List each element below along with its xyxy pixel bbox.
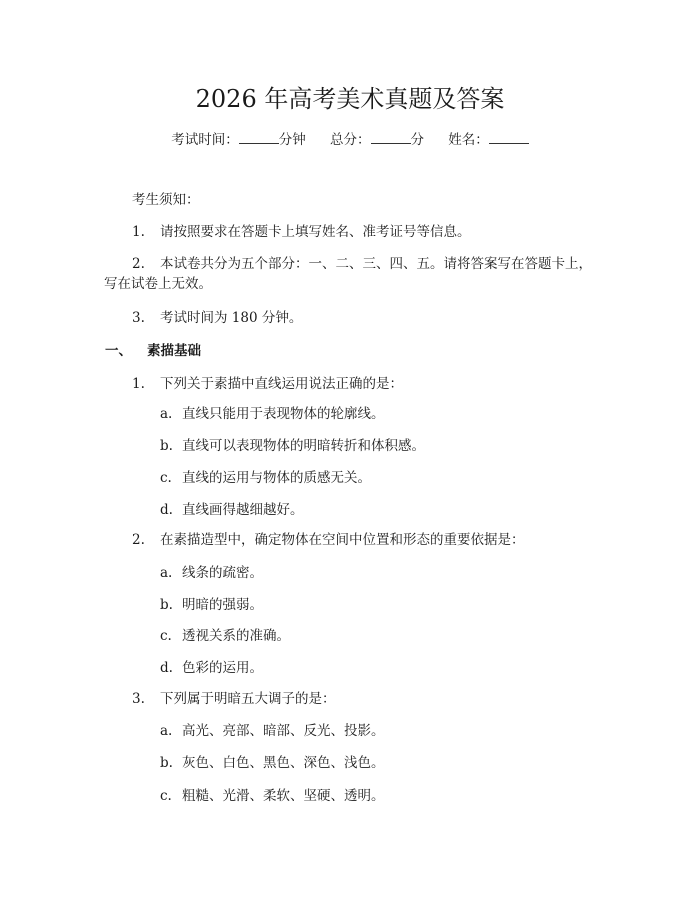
option-letter: c. — [160, 628, 172, 644]
notice-item-number: 3. — [132, 310, 145, 326]
question — [132, 689, 336, 709]
notice-item — [132, 308, 302, 328]
total-score-unit: 分 — [410, 132, 424, 148]
question-text: 下列属于明暗五大调子的是： — [160, 691, 336, 707]
question-number: 2. — [132, 532, 145, 548]
option-text: 直线可以表现物体的明暗转折和体积感。 — [182, 438, 425, 454]
answer-option — [160, 436, 425, 456]
answer-option — [160, 626, 290, 646]
exam-time-label: 考试时间： — [171, 132, 239, 148]
question-text: 下列关于素描中直线运用说法正确的是： — [160, 376, 403, 392]
exam-meta — [0, 130, 700, 150]
option-text: 透视关系的准确。 — [182, 628, 290, 644]
question-text: 在素描造型中，确定物体在空间中位置和形态的重要依据是： — [160, 532, 525, 548]
option-letter: d. — [160, 660, 173, 676]
document-title: 2026 年高考美术真题及答案 — [195, 85, 505, 113]
option-letter: d. — [160, 502, 173, 518]
exam-time-field — [171, 130, 306, 150]
section-number: 一、 — [105, 343, 132, 359]
option-letter: a. — [160, 565, 173, 581]
name-blank — [489, 130, 529, 144]
option-text: 直线只能用于表现物体的轮廓线。 — [182, 406, 385, 422]
answer-option — [160, 753, 385, 773]
section-heading — [105, 341, 201, 361]
notice-item — [132, 222, 471, 242]
name-field — [448, 130, 529, 150]
notice-item-number: 2. — [132, 256, 145, 272]
option-letter: a. — [160, 406, 173, 422]
answer-option — [160, 500, 304, 520]
notice-item-number: 1. — [132, 224, 145, 240]
total-score-field — [330, 130, 424, 150]
answer-option — [160, 786, 385, 806]
answer-option — [160, 595, 263, 615]
option-letter: a. — [160, 723, 173, 739]
notice-item — [132, 254, 592, 274]
answer-option — [160, 658, 263, 678]
answer-option — [160, 404, 385, 424]
option-letter: b. — [160, 597, 173, 613]
answer-option — [160, 721, 385, 741]
total-score-blank — [371, 130, 411, 144]
option-text: 色彩的运用。 — [182, 660, 263, 676]
question-number: 3. — [132, 691, 145, 707]
option-text: 直线的运用与物体的质感无关。 — [182, 470, 371, 486]
exam-time-blank — [239, 130, 279, 144]
name-label: 姓名： — [448, 132, 489, 148]
option-text: 高光、亮部、暗部、反光、投影。 — [182, 723, 385, 739]
question — [132, 530, 525, 550]
option-letter: b. — [160, 755, 173, 771]
notice-heading: 考生须知： — [132, 192, 200, 208]
exam-time-unit: 分钟 — [278, 132, 306, 148]
option-text: 粗糙、光滑、柔软、坚硬、透明。 — [182, 788, 385, 804]
option-text: 灰色、白色、黑色、深色、浅色。 — [182, 755, 385, 771]
option-letter: c. — [160, 788, 172, 804]
question — [132, 374, 403, 394]
option-letter: b. — [160, 438, 173, 454]
notice-item-continuation: 写在试卷上无效。 — [104, 276, 212, 292]
notice-item-text: 请按照要求在答题卡上填写姓名、准考证号等信息。 — [160, 224, 471, 240]
total-score-label: 总分： — [330, 132, 371, 148]
answer-option — [160, 563, 263, 583]
notice-item-text: 考试时间为 180 分钟。 — [160, 310, 303, 326]
option-text: 明暗的强弱。 — [182, 597, 263, 613]
answer-option — [160, 468, 371, 488]
option-text: 直线画得越细越好。 — [182, 502, 304, 518]
section-title: 素描基础 — [147, 343, 201, 359]
option-text: 线条的疏密。 — [182, 565, 263, 581]
option-letter: c. — [160, 470, 172, 486]
question-number: 1. — [132, 376, 145, 392]
notice-item-text: 本试卷共分为五个部分：一、二、三、四、五。请将答案写在答题卡上， — [160, 256, 592, 272]
